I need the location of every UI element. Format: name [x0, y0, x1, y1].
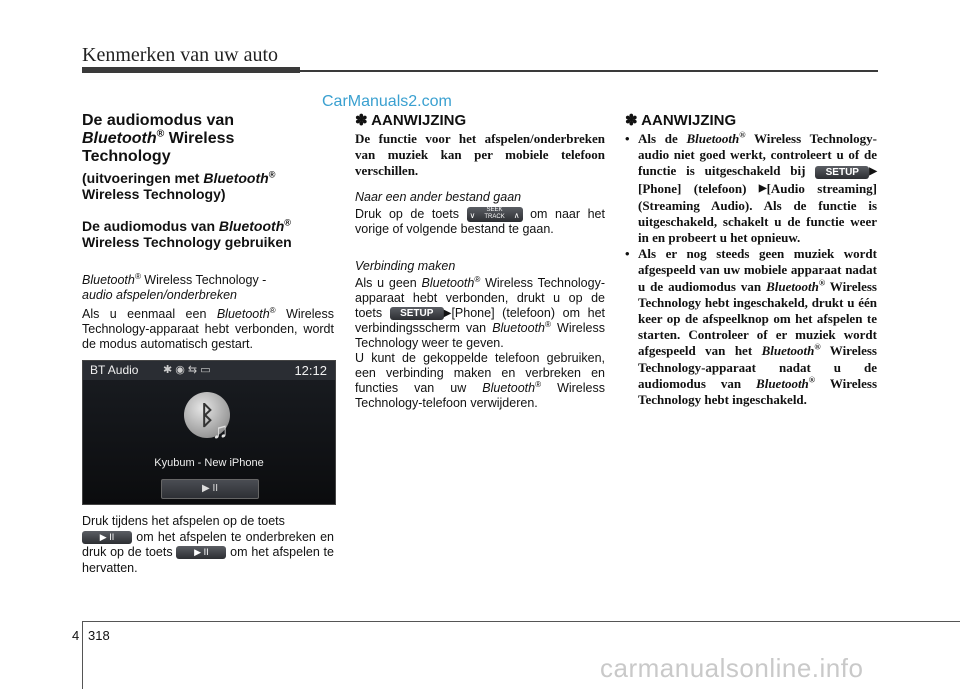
header-rule-thick: [82, 67, 300, 73]
head-unit-screen: [82, 360, 336, 505]
play-pause-key-icon: ▶ II: [176, 546, 226, 559]
note-bullet-1: • Als de Bluetooth® Wireless Technology-audio niet goed werkt, controleert u of de functie is uitgeschakeld bij SETUP ▶[Phone] (telefoon) ▶[Audio streaming] (Streaming Audio). Als de functie is uitgeschakeld, schakelt u de functie weer in en probeert u het opnieuw.: [625, 131, 877, 246]
intro-paragraph: Als u eenmaal een Bluetooth® Wireless Technology-apparaat hebt verbonden, wordt de modus automatisch gestart.: [82, 305, 334, 351]
arrow-right-icon: ▶: [758, 183, 767, 195]
chapter-title: Kenmerken van uw auto: [82, 44, 279, 66]
note-bullet-2: • Als er nog steeds geen muziek wordt afgespeeld van uw mobiele apparaat nadat u de audiomodus van Bluetooth® Wireless Technology hebt ingeschakeld, drukt u één keer op de afspeelknop om het afspelen te starten. Controleer of er muziek wordt afgespeeld van het Bluetooth® Wireless Technology-apparaat nadat u de audiomodus van Bluetooth® Wireless Technology hebt ingeschakeld.: [625, 246, 877, 408]
next-file-section: Naar een ander bestand gaan Druk op de toets ∨ SEEK TRACK ∧ om naar het vorige of volgende bestand te gaan.: [355, 190, 605, 237]
status-icons: ✱ ◉ ⇆ ▭: [163, 364, 211, 376]
play-pause-key-icon: ▶ II: [82, 531, 132, 544]
music-note-icon: ♫: [212, 418, 229, 443]
note-heading: ✽ AANWIJZING: [355, 112, 467, 129]
watermark-top: CarManuals2.com: [322, 93, 452, 110]
page-number: 318: [88, 628, 110, 643]
arrow-right-icon: ▶: [443, 308, 452, 320]
play-pause-button[interactable]: ▶ II: [161, 479, 259, 499]
footer-rule: [82, 621, 960, 622]
screen-clock: 12:12: [294, 363, 327, 378]
bluetooth-icon: ᛒ: [184, 392, 230, 438]
section-heading: De audiomodus van Bluetooth® Wireless Technology (uitvoeringen met Bluetooth® Wireless Technology): [82, 112, 276, 202]
note-text: De functie voor het afspelen/onderbreken van muziek kan per mobiele telefoon verschillen.: [355, 131, 605, 178]
seek-track-key-icon: ∨ SEEK TRACK ∧: [467, 207, 523, 222]
note-block-2: [625, 111, 877, 408]
sub-heading-next-file: Naar een ander bestand gaan: [355, 190, 522, 204]
subsection-heading: De audiomodus van Bluetooth® Wireless Technology gebruiken: [82, 217, 292, 250]
setup-key-icon: SETUP: [390, 307, 444, 320]
watermark-bottom: carmanualsonline.info: [600, 653, 864, 683]
chapter-number: 4: [72, 628, 80, 643]
device-name: Kyubum - New iPhone: [154, 457, 264, 469]
note-block: [355, 111, 605, 179]
sub-heading-connect: Verbinding maken: [355, 259, 456, 273]
screen-status-bar: [83, 361, 335, 380]
footer-divider: [82, 621, 83, 689]
screen-title: BT Audio: [90, 363, 139, 377]
setup-key-icon: SETUP: [815, 166, 869, 179]
arrow-right-icon: ▶: [869, 166, 877, 178]
note-heading-2: ✽ AANWIJZING: [625, 112, 737, 129]
connect-section: Verbinding maken Als u geen Bluetooth® Wireless Technology-apparaat hebt verbonden, drukt u op de toets SETUP ▶[Phone] (telefoon) om het verbindingsscherm van Bluetooth® Wireless Technology weer te geven. U kunt de gekoppelde telefoon gebruiken, een verbinding maken en verbreken en functies van uw Bluetooth® Wireless Technology-telefoon verwijderen.: [355, 259, 606, 411]
play-pause-paragraph: Druk tijdens het afspelen op de toets ▶ II om het afspelen te onderbreken en druk op de toets ▶ II om het afspelen te hervatten.: [82, 514, 334, 575]
topic-heading: Bluetooth® Wireless Technology - audio afspelen/onderbreken: [82, 271, 267, 302]
header-rule-thin: [300, 70, 878, 72]
